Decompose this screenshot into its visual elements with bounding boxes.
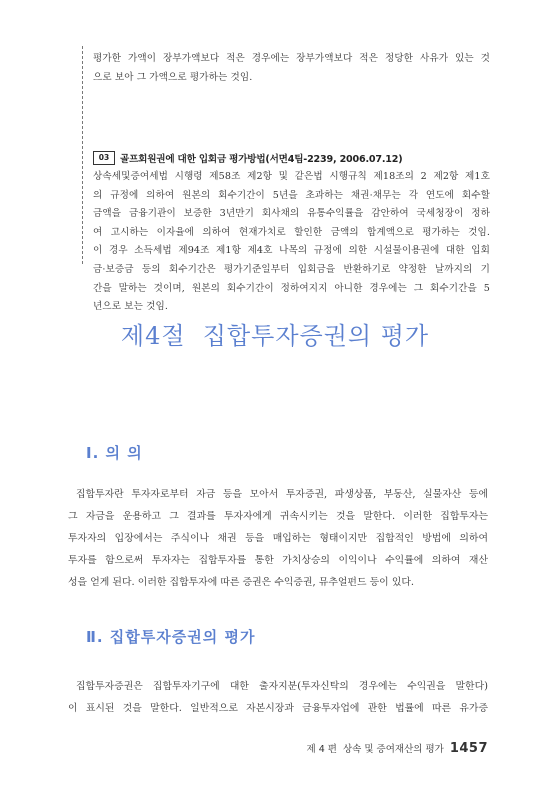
case-text-continued	[93, 50, 490, 87]
text-line: 이 표시된 것을 말한다. 일반적으로 자본시장과 금융투자업에 관한 법률에 따른 유가증	[68, 703, 488, 714]
case-heading	[93, 149, 490, 167]
subsection-title-valuation: Ⅱ. 집합투자증권의 평가	[86, 628, 256, 646]
text-line: 집합투자증권은 집합투자기구에 대한 출자지분(투자신탁의 경우에는 수익권을 말한다)	[76, 681, 488, 692]
case-text	[93, 168, 490, 317]
text-line: 의 규정에 의하여 원본의 회수기간이 5년을 초과하는 채권·채무는 각 연도에 회수할	[93, 189, 490, 201]
subsection-title-meaning: Ⅰ. 의 의	[86, 444, 143, 462]
text-line: 간을 말하는 것이며, 원본의 회수기간이 정하여지지 아니한 경우에는 그 회수기간을 5	[93, 282, 490, 294]
text-line: 년으로 보는 것임.	[93, 301, 169, 313]
text-line: 여 고시하는 이자율에 의하여 현재가치로 할인한 금액의 합계액으로 평가하는 것임.	[93, 226, 490, 238]
text-line: 투자자의 입장에서는 주식이나 채권 등을 매입하는 형태이지만 집합적인 방법에 의하여	[68, 533, 488, 544]
case-title: 골프회원권에 대한 입회금 평가방법(서면4팀-2239, 2006.07.12)	[120, 154, 403, 165]
text-line: 상속세및증여세법 시행령 제58조 제2항 및 같은법 시행규칙 제18조의 2 제2항 제1호	[93, 171, 490, 182]
page-number: 1457	[449, 741, 488, 756]
meaning-paragraph	[68, 484, 488, 594]
case-box	[82, 46, 490, 313]
section-title: 제4절 집합투자증권의 평가	[120, 322, 430, 350]
valuation-paragraph	[68, 676, 488, 720]
footer-section-label: 제 4 편 상속 및 증여재산의 평가	[306, 744, 444, 755]
text-line: 으로 보아 그 가액으로 평가하는 것임.	[93, 71, 253, 83]
text-line: 평가한 가액이 장부가액보다 적은 경우에는 장부가액보다 적은 정당한 사유가 있는 것	[93, 53, 490, 64]
text-line: 이 경우 소득세법 제94조 제1항 제4호 나목의 규정에 의한 시설물이용권에 대한 입회	[93, 245, 490, 257]
text-line: 투자를 함으로써 투자자는 집합투자를 통한 가치상승의 이익이나 수익률에 의하여 재산	[68, 555, 488, 566]
text-line: 금액을 금융기관이 보증한 3년만기 회사채의 유통수익률을 감안하여 국세청장이 정하	[93, 208, 490, 220]
text-line: 그 자금을 운용하고 그 결과를 투자자에게 귀속시키는 것을 말한다. 이러한 집합투자는	[68, 511, 488, 522]
text-line: 성을 얻게 된다. 이러한 집합투자에 따른 증권은 수익증권, 뮤추얼펀드 등이 있다.	[68, 577, 415, 588]
text-line: 집합투자란 투자자로부터 자금 등을 모아서 투자증권, 파생상품, 부동산, 실물자산 등에	[76, 489, 488, 500]
text-line: 금·보증금 등의 회수기간은 평가기준일부터 입회금을 반환하기로 약정한 날까지의 기	[93, 263, 490, 275]
page-footer	[307, 741, 489, 756]
case-number-badge: 03	[93, 151, 115, 165]
